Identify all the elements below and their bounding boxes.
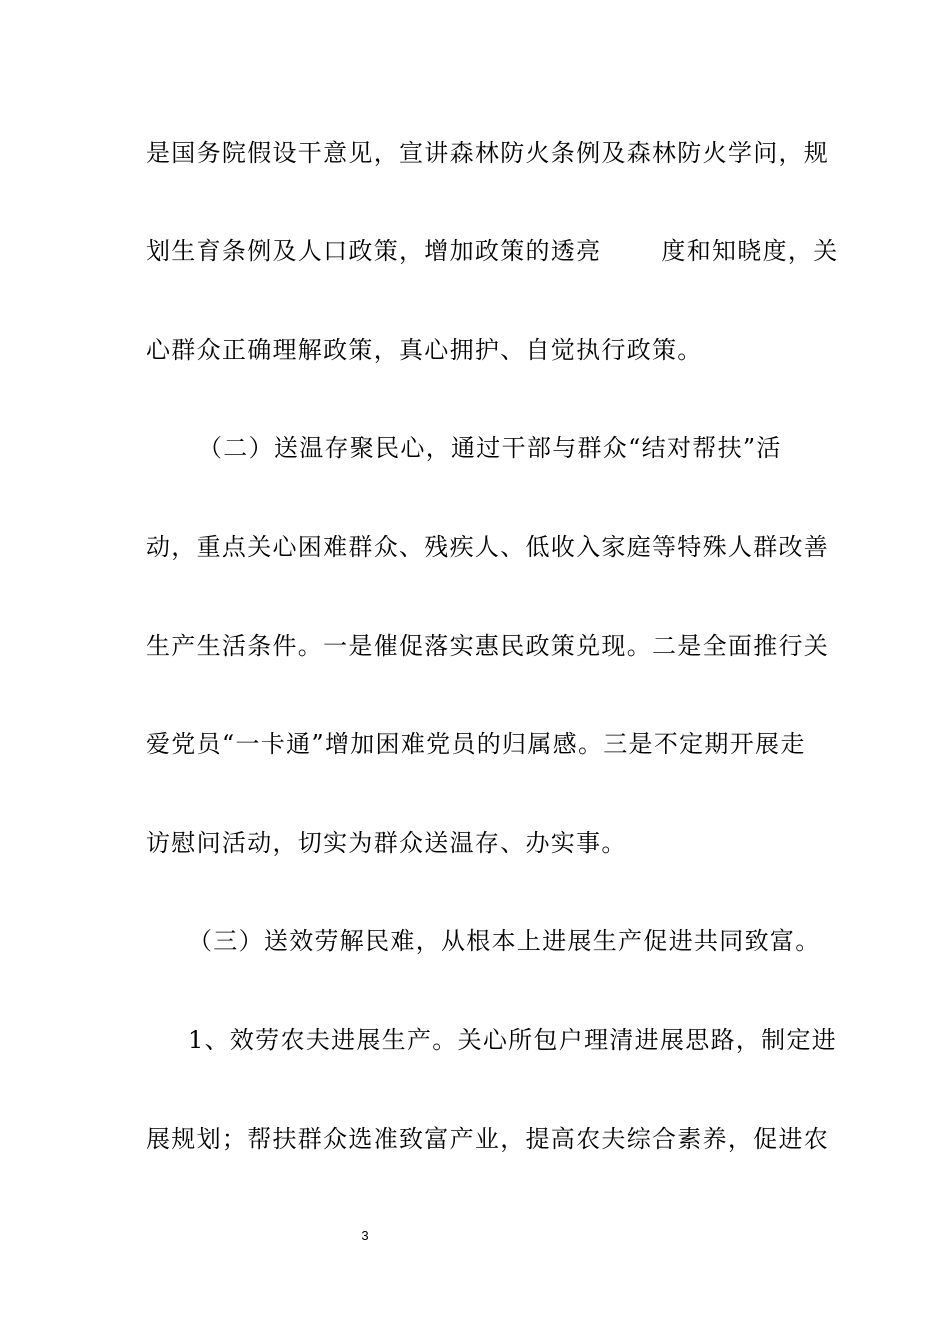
numbered-item-line: 1、效劳农夫进展生产。关心所包户理清进展思路，制定进 — [188, 1026, 838, 1054]
body-text-line — [146, 236, 839, 266]
section-heading-line: （二）送温存聚民心，通过干部与群众“结对帮扶”活 — [198, 434, 782, 462]
section-heading-line: （三）送效劳解民难，从根本上进展生产促进共同致富。 — [188, 927, 821, 955]
body-text-line: 爱党员“一卡通”增加困难党员的归属感。三是不定期开展走 — [146, 730, 806, 758]
body-text-segment: 划生育条例及人口政策，增加政策的透亮 — [146, 237, 602, 265]
body-text-line: 是国务院假设干意见，宣讲森林防火条例及森林防火学问，规 — [146, 139, 830, 167]
body-text-line: 生产生活条件。一是催促落实惠民政策兑现。二是全面推行关 — [146, 632, 830, 660]
body-text-line: 心群众正确理解政策，真心拥护、自觉执行政策。 — [146, 336, 703, 364]
body-text-segment: 度和知晓度，关 — [661, 237, 839, 265]
page-number: 3 — [361, 1228, 369, 1243]
body-text-line: 展规划；帮扶群众选准致富产业，提高农夫综合素养，促进农 — [146, 1125, 830, 1153]
body-text-line: 动，重点关心困难群众、残疾人、低收入家庭等特殊人群改善 — [146, 533, 830, 561]
body-text-line: 访慰问活动，切实为群众送温存、办实事。 — [146, 829, 627, 857]
